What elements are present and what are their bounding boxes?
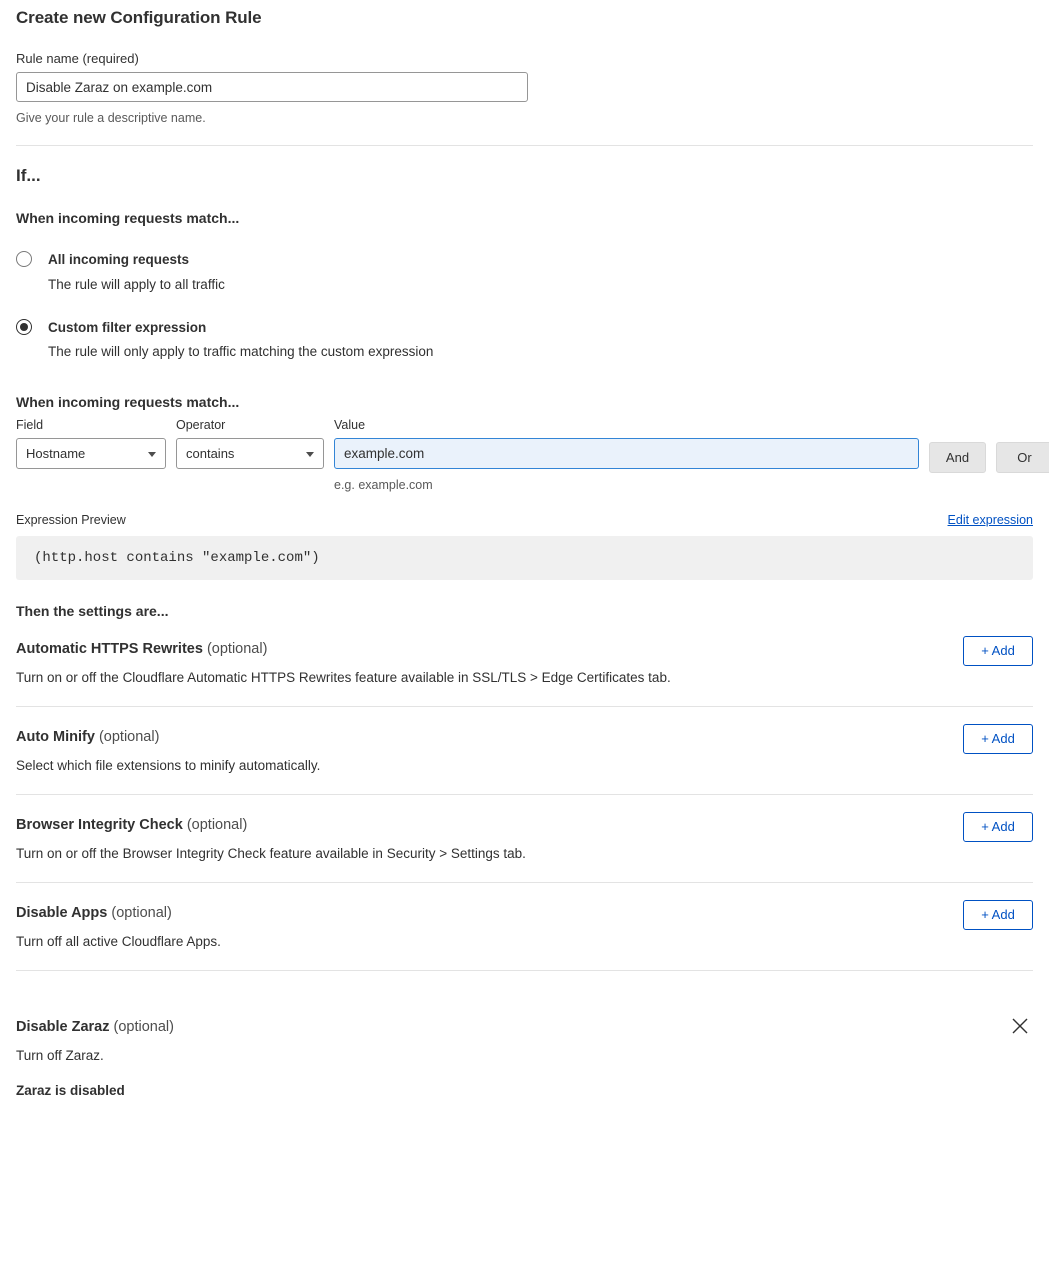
and-button-wrap [929,418,986,473]
setting-description: Turn on or off the Browser Integrity Check feature available in Security > Settings tab. [16,845,526,861]
setting-auto-minify [16,707,1033,795]
radio-desc-all-requests: The rule will apply to all traffic [48,276,225,292]
setting-disable-apps [16,883,1033,971]
operator-select-value: contains [186,445,235,461]
setting-optional: (optional) [113,1018,174,1035]
or-button[interactable]: Or [996,442,1049,473]
field-select[interactable] [16,438,166,469]
add-button[interactable]: + Add [963,812,1033,842]
then-heading: Then the settings are... [16,602,169,619]
setting-disable-zaraz [16,997,1033,1119]
radio-icon-custom-filter[interactable] [16,319,32,335]
setting-optional: (optional) [206,640,268,657]
page-title: Create new Configuration Rule [16,8,262,27]
if-heading: If... [16,166,41,185]
rule-name-input[interactable] [16,72,528,102]
add-button[interactable]: + Add [963,900,1033,930]
chevron-down-icon [306,452,314,457]
setting-optional: (optional) [98,728,160,745]
value-column [334,418,919,492]
value-hint: e.g. example.com [334,477,433,492]
edit-expression-link[interactable]: Edit expression [947,512,1033,527]
setting-name: Automatic HTTPS Rewrites [16,640,203,657]
filter-builder-row [16,418,1033,492]
add-button[interactable]: + Add [963,724,1033,754]
expression-header [16,513,1033,527]
setting-description: Select which file extensions to minify automatically. [16,757,321,773]
add-button[interactable]: + Add [963,636,1033,666]
setting-optional: (optional) [111,904,172,921]
match-heading: When incoming requests match... [16,210,240,226]
setting-description: Turn off Zaraz. [16,1047,104,1063]
close-icon[interactable] [1009,1015,1031,1037]
expression-preview-box: (http.host contains "example.com") [16,536,1033,580]
filter-heading: When incoming requests match... [16,393,240,410]
radio-icon-all-requests[interactable] [16,251,32,267]
and-button[interactable]: And [929,442,986,473]
field-select-value: Hostname [26,445,86,461]
or-button-wrap [996,418,1049,473]
operator-column [176,418,324,469]
expression-preview-label: Expression Preview [16,512,126,527]
setting-browser-integrity-check [16,795,1033,883]
setting-name: Disable Zaraz [16,1018,110,1035]
radio-option-all-requests[interactable] [16,249,1033,294]
divider [16,145,1033,146]
radio-title-all-requests: All incoming requests [48,252,190,267]
setting-description: Turn on or off the Cloudflare Automatic HTTPS Rewrites feature available in SSL/TLS > Edge Certificates tab. [16,669,671,685]
field-column [16,418,166,469]
rule-name-label: Rule name (required) [16,51,139,66]
operator-select[interactable] [176,438,324,469]
radio-title-custom-filter: Custom filter expression [48,319,207,335]
setting-description: Turn off all active Cloudflare Apps. [16,933,221,949]
setting-name: Browser Integrity Check [16,816,183,833]
chevron-down-icon [148,452,156,457]
setting-name: Auto Minify [16,728,95,745]
status-badge: Zaraz is disabled [16,1082,125,1098]
radio-desc-custom-filter: The rule will only apply to traffic matching the custom expression [48,344,434,360]
operator-label: Operator [176,417,226,432]
radio-option-custom-filter[interactable] [16,317,1033,362]
field-label: Field [16,417,44,432]
rule-name-helper: Give your rule a descriptive name. [16,111,206,125]
value-input[interactable] [334,438,919,469]
value-label: Value [334,417,366,432]
setting-name: Disable Apps [16,904,108,921]
setting-optional: (optional) [186,816,248,833]
setting-automatic-https-rewrites [16,619,1033,707]
